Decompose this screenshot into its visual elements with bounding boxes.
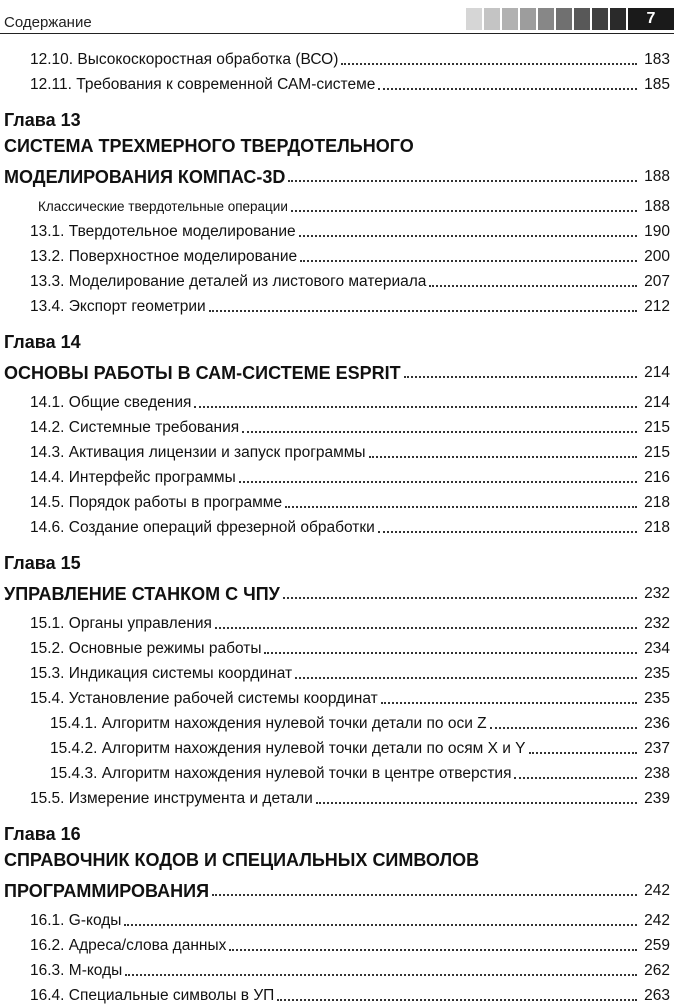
dot-leader bbox=[215, 627, 637, 629]
toc-entry-page: 218 bbox=[644, 519, 670, 536]
chapter-entry[interactable] bbox=[0, 355, 674, 382]
chapter-title: МОДЕЛИРОВАНИЯ КОМПАС-3D bbox=[4, 167, 286, 187]
dot-leader bbox=[229, 949, 637, 951]
toc-entry[interactable] bbox=[0, 512, 674, 537]
dot-leader bbox=[341, 63, 637, 65]
dot-leader bbox=[381, 702, 637, 704]
toc-entry-page: 200 bbox=[644, 248, 670, 265]
toc-entry-page: 242 bbox=[644, 882, 670, 899]
header-bar bbox=[610, 8, 626, 30]
toc-entry-page: 235 bbox=[644, 690, 670, 707]
dot-leader bbox=[378, 531, 637, 533]
header-bar bbox=[592, 8, 608, 30]
dot-leader bbox=[514, 777, 637, 779]
chapter-title: СИСТЕМА ТРЕХМЕРНОГО ТВЕРДОТЕЛЬНОГО bbox=[4, 136, 414, 156]
dot-leader bbox=[194, 406, 637, 408]
toc-entry-label: 14.5. Порядок работы в программе bbox=[30, 494, 283, 511]
toc-entry-page: 183 bbox=[644, 51, 670, 68]
toc-entry-page: 262 bbox=[644, 962, 670, 979]
dot-leader bbox=[283, 597, 637, 599]
dot-leader bbox=[316, 802, 637, 804]
toc-entry[interactable] bbox=[0, 955, 674, 980]
dot-leader bbox=[239, 481, 637, 483]
chapter-number: Глава 14 bbox=[4, 332, 81, 352]
toc-entry-page: 188 bbox=[644, 198, 670, 215]
dot-leader bbox=[490, 727, 637, 729]
dot-leader bbox=[288, 180, 637, 182]
chapter-title: УПРАВЛЕНИЕ СТАНКОМ С ЧПУ bbox=[4, 584, 280, 604]
toc-entry[interactable] bbox=[0, 980, 674, 1005]
chapter-number: Глава 15 bbox=[4, 553, 81, 573]
dot-leader bbox=[300, 260, 637, 262]
header-rule bbox=[0, 33, 674, 34]
dot-leader bbox=[429, 285, 637, 287]
toc-entry-page: 234 bbox=[644, 640, 670, 657]
toc-entry-label: 15.2. Основные режимы работы bbox=[30, 640, 262, 657]
chapter-entry[interactable] bbox=[0, 159, 674, 186]
chapter-entry[interactable] bbox=[0, 873, 674, 900]
toc-entry-page: 235 bbox=[644, 665, 670, 682]
toc-entry-label: 16.3. М-коды bbox=[30, 962, 123, 979]
header-bar bbox=[484, 8, 500, 30]
dot-leader bbox=[291, 210, 637, 212]
running-header bbox=[0, 0, 674, 34]
toc-subentry[interactable] bbox=[0, 708, 674, 733]
toc-entry[interactable] bbox=[0, 437, 674, 462]
dot-leader bbox=[264, 652, 637, 654]
dot-leader bbox=[404, 376, 637, 378]
toc-entry-label: 15.5. Измерение инструмента и детали bbox=[30, 790, 313, 807]
toc-entry-label: 15.3. Индикация системы координат bbox=[30, 665, 293, 682]
toc-entry[interactable] bbox=[0, 266, 674, 291]
chapter-title: ПРОГРАММИРОВАНИЯ bbox=[4, 881, 210, 901]
toc-entry-label: 13.2. Поверхностное моделирование bbox=[30, 248, 298, 265]
running-header-title: Содержание bbox=[4, 14, 92, 31]
dot-leader bbox=[369, 456, 637, 458]
toc-entry-page: 185 bbox=[644, 76, 670, 93]
toc-entry[interactable] bbox=[0, 241, 674, 266]
toc-entry-label: 14.3. Активация лицензии и запуск программы bbox=[30, 444, 366, 461]
header-bar bbox=[556, 8, 572, 30]
toc-entry-label: 12.10. Высокоскоростная обработка (ВСО) bbox=[30, 51, 339, 68]
toc-entry-label: 15.4.2. Алгоритм нахождения нулевой точки детали по осям X и Y bbox=[50, 740, 526, 757]
toc-entry-label: 13.3. Моделирование деталей из листового материала bbox=[30, 273, 427, 290]
toc-entry-page: 214 bbox=[644, 364, 670, 381]
toc-entry-label: 12.11. Требования к современной САМ-системе bbox=[30, 76, 376, 93]
toc-entry-page: 188 bbox=[644, 168, 670, 185]
dot-leader bbox=[295, 677, 637, 679]
toc-entry[interactable] bbox=[0, 191, 674, 216]
dot-leader bbox=[285, 506, 637, 508]
toc-entry-page: 259 bbox=[644, 937, 670, 954]
toc-entry-label: Классические твердотельные операции bbox=[38, 199, 288, 214]
header-bar bbox=[574, 8, 590, 30]
toc-entry-page: 214 bbox=[644, 394, 670, 411]
toc-entry-page: 237 bbox=[644, 740, 670, 757]
chapter-entry[interactable] bbox=[0, 576, 674, 603]
dot-leader bbox=[299, 235, 637, 237]
toc-entry-page: 216 bbox=[644, 469, 670, 486]
dot-leader bbox=[529, 752, 637, 754]
toc-entry-page: 263 bbox=[644, 987, 670, 1004]
toc-entry[interactable] bbox=[0, 216, 674, 241]
toc-entry[interactable] bbox=[0, 487, 674, 512]
toc-entry[interactable] bbox=[0, 412, 674, 437]
toc-entry-label: 13.4. Экспорт геометрии bbox=[30, 298, 206, 315]
toc-entry[interactable] bbox=[0, 633, 674, 658]
toc-subentry[interactable] bbox=[0, 758, 674, 783]
toc-entry-label: 15.4.1. Алгоритм нахождения нулевой точки детали по оси Z bbox=[50, 715, 487, 732]
toc-entry-label: 14.6. Создание операций фрезерной обработки bbox=[30, 519, 375, 536]
chapter-title: СПРАВОЧНИК КОДОВ И СПЕЦИАЛЬНЫХ СИМВОЛОВ bbox=[4, 850, 480, 870]
toc-entry[interactable] bbox=[0, 683, 674, 708]
toc-entry-page: 207 bbox=[644, 273, 670, 290]
header-bar bbox=[538, 8, 554, 30]
dot-leader bbox=[378, 88, 637, 90]
toc-entry-page: 239 bbox=[644, 790, 670, 807]
dot-leader bbox=[209, 310, 637, 312]
toc-entry-label: 16.2. Адреса/слова данных bbox=[30, 937, 227, 954]
toc-entry-label: 14.2. Системные требования bbox=[30, 419, 240, 436]
toc-entry-page: 232 bbox=[644, 615, 670, 632]
dot-leader bbox=[124, 924, 637, 926]
toc-entry-label: 16.1. G-коды bbox=[30, 912, 122, 929]
toc-entry[interactable] bbox=[0, 69, 674, 94]
header-bar bbox=[466, 8, 482, 30]
toc-entry-page: 242 bbox=[644, 912, 670, 929]
dot-leader bbox=[242, 431, 637, 433]
toc-entry[interactable] bbox=[0, 291, 674, 316]
toc-entry[interactable] bbox=[0, 658, 674, 683]
toc-entry[interactable] bbox=[0, 462, 674, 487]
toc-entry-label: 13.1. Твердотельное моделирование bbox=[30, 223, 296, 240]
toc-entry-label: 14.4. Интерфейс программы bbox=[30, 469, 236, 486]
toc-entry-label: 16.4. Специальные символы в УП bbox=[30, 987, 275, 1004]
toc-entry[interactable] bbox=[0, 608, 674, 633]
toc-entry[interactable] bbox=[0, 783, 674, 808]
header-bar bbox=[502, 8, 518, 30]
header-gradient-bars bbox=[466, 8, 674, 30]
dot-leader bbox=[212, 894, 637, 896]
table-of-contents bbox=[0, 44, 674, 1005]
toc-entry-page: 232 bbox=[644, 585, 670, 602]
toc-entry[interactable] bbox=[0, 930, 674, 955]
toc-entry-label: 15.4. Установление рабочей системы координат bbox=[30, 690, 378, 707]
chapter-number: Глава 16 bbox=[4, 824, 81, 844]
header-bar bbox=[520, 8, 536, 30]
toc-entry-label: 14.1. Общие сведения bbox=[30, 394, 192, 411]
toc-entry-page: 238 bbox=[644, 765, 670, 782]
toc-entry-page: 218 bbox=[644, 494, 670, 511]
toc-entry-label: 15.1. Органы управления bbox=[30, 615, 212, 632]
dot-leader bbox=[125, 974, 637, 976]
chapter-title: ОСНОВЫ РАБОТЫ В САМ-СИСТЕМЕ ESPRIT bbox=[4, 363, 401, 383]
dot-leader bbox=[277, 999, 637, 1001]
toc-entry[interactable] bbox=[0, 905, 674, 930]
toc-entry-page: 236 bbox=[644, 715, 670, 732]
toc-entry-page: 190 bbox=[644, 223, 670, 240]
toc-subentry[interactable] bbox=[0, 733, 674, 758]
toc-entry-page: 215 bbox=[644, 444, 670, 461]
toc-entry[interactable] bbox=[0, 387, 674, 412]
toc-entry-page: 212 bbox=[644, 298, 670, 315]
toc-entry[interactable] bbox=[0, 44, 674, 69]
chapter-number: Глава 13 bbox=[4, 110, 81, 130]
toc-entry-page: 215 bbox=[644, 419, 670, 436]
page-number: 7 bbox=[628, 8, 674, 30]
toc-entry-label: 15.4.3. Алгоритм нахождения нулевой точки в центре отверстия bbox=[50, 765, 512, 782]
